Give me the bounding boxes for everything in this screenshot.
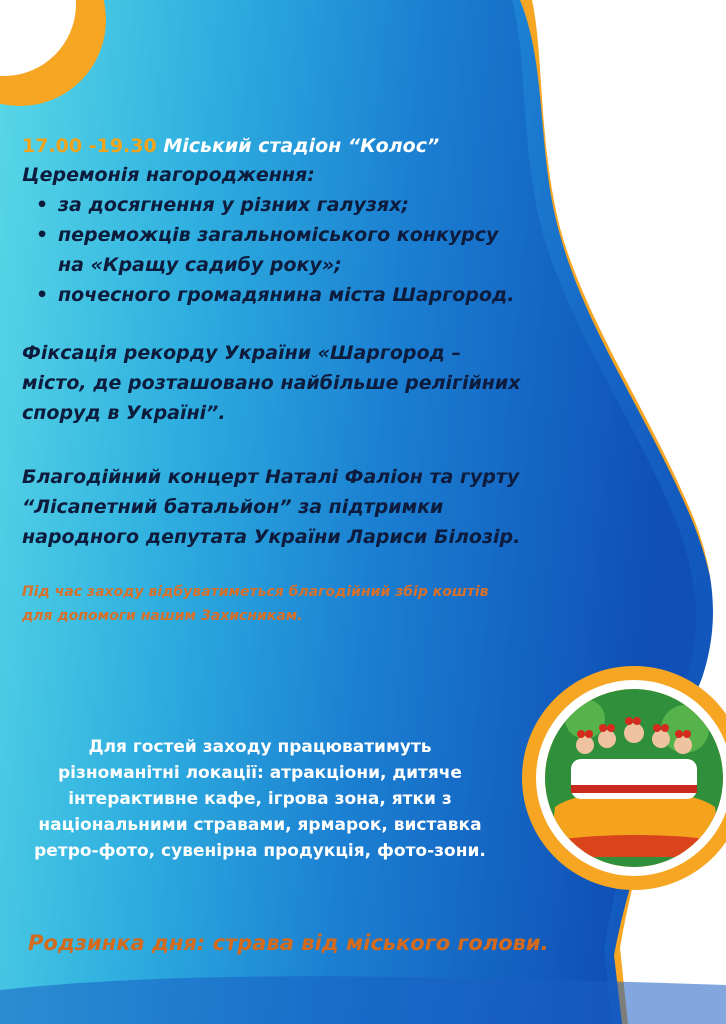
ceremony-heading: Церемонія нагородження: xyxy=(22,164,315,186)
award-item: • почесного громадянина міста Шаргород. xyxy=(58,280,518,310)
award-item: • переможців загальноміського конкурсу на «Кращу садибу року»; xyxy=(58,220,518,280)
award-item: • за досягнення у різних галузях; xyxy=(58,190,518,220)
record-text: Фіксація рекорду України «Шаргород – місто, де розташовано найбільше релігійних споруд в Україні”. xyxy=(22,342,521,424)
dancers-photo xyxy=(536,680,726,876)
dancers-illustration xyxy=(545,689,723,867)
award-list xyxy=(22,190,522,310)
program-content xyxy=(22,132,522,628)
event-time: 17.00 -19.30 xyxy=(22,135,157,157)
bottom-wave xyxy=(0,976,726,1024)
concert-text: Благодійний концерт Наталі Фаліон та гурту “Лісапетний батальйон” за підтримки народного депутата України Лариси Білозір. xyxy=(22,466,521,548)
event-venue: Міський стадіон “Колос” xyxy=(163,135,440,157)
highlight-text: Родзинка дня: страва від міського голови. xyxy=(28,931,549,955)
time-venue-line xyxy=(22,132,522,160)
charity-note: Під час заходу відбуватиметься благодійний збір коштів для допомоги нашим Захисникам. xyxy=(22,584,489,624)
locations-text: Для гостей заходу працюватимуть різноманітні локації: атракціони, дитяче інтерактивне кафе, ігрова зона, ятки з національними стравами, ярмарок, виставка ретро-фото, сувенірна продукція, фото-зони. xyxy=(34,737,486,861)
